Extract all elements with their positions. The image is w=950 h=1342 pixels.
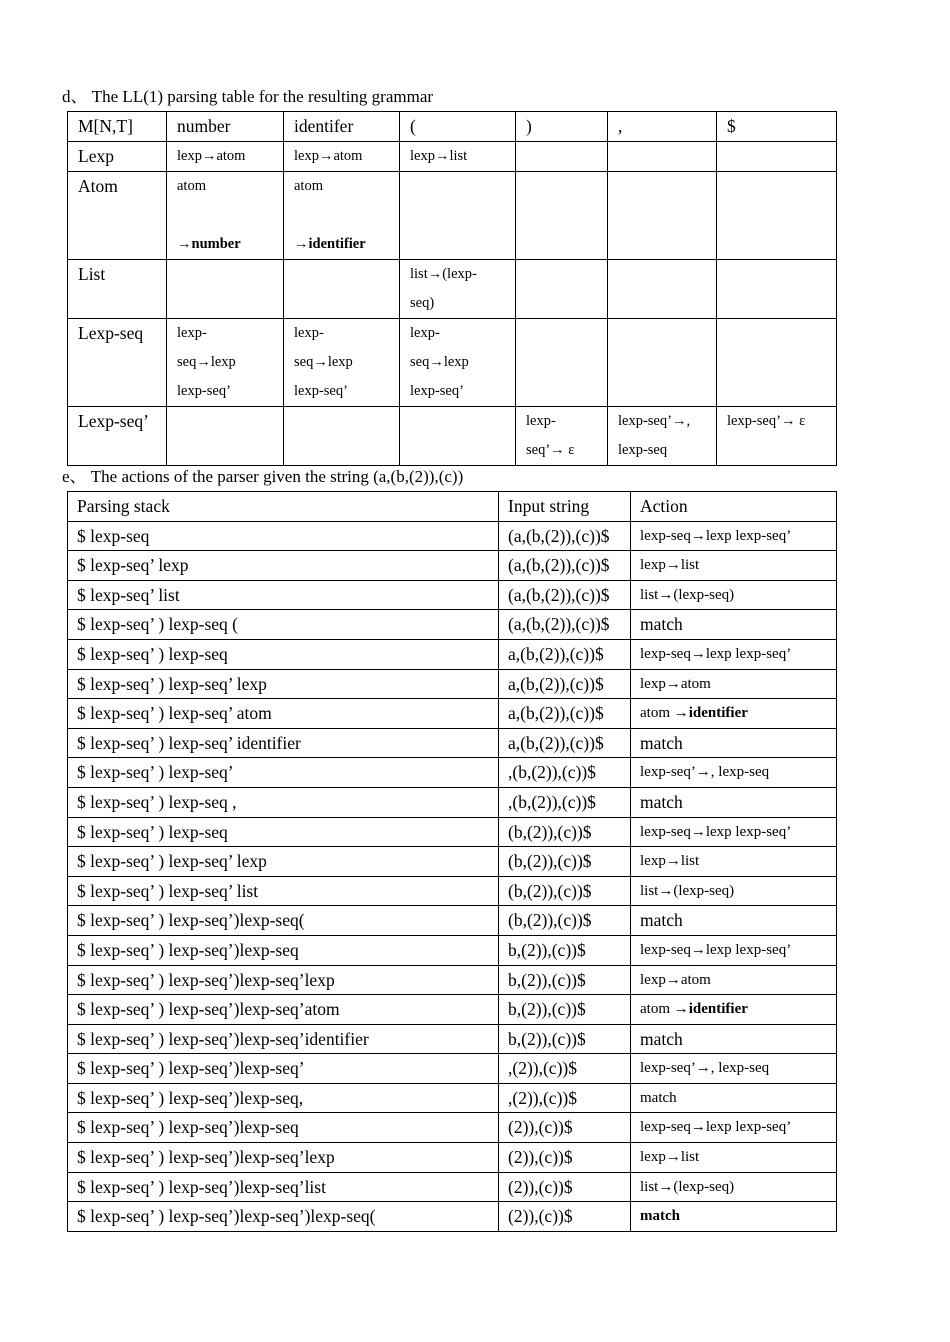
- parse-input-cell: (2)),(c))$: [499, 1143, 631, 1173]
- ll1-header-identifier: identifer: [284, 112, 400, 142]
- parse-stack-cell: $ lexp-seq’ ) lexp-seq’)lexp-seq’)lexp-seq(: [68, 1202, 499, 1232]
- parse-stack-cell: $ lexp-seq’ ) lexp-seq’)lexp-seq’: [68, 1054, 499, 1084]
- parse-row: [68, 551, 837, 581]
- parse-input-cell: (b,(2)),(c))$: [499, 817, 631, 847]
- parse-stack-cell: $ lexp-seq’ ) lexp-seq (: [68, 610, 499, 640]
- parse-header-stack: Parsing stack: [68, 492, 499, 522]
- ll1-cell-line: seq→lexp: [294, 354, 353, 370]
- parse-row: [68, 876, 837, 906]
- section-d-heading: d、 The LL(1) parsing table for the resulting grammar: [62, 87, 434, 106]
- parse-input-cell: ,(2)),(c))$: [499, 1054, 631, 1084]
- ll1-cell-line: seq→lexp: [177, 354, 236, 370]
- parse-row: [68, 935, 837, 965]
- parse-row: [68, 1143, 837, 1173]
- ll1-cell-line: →identifier: [294, 236, 366, 252]
- parse-input-cell: (2)),(c))$: [499, 1202, 631, 1232]
- parse-action-cell: match: [631, 787, 837, 817]
- parse-action-cell: atom →identifier: [631, 699, 837, 729]
- parse-stack-cell: $ lexp-seq’ ) lexp-seq’ atom: [68, 699, 499, 729]
- parse-row: [68, 1172, 837, 1202]
- parse-input-cell: b,(2)),(c))$: [499, 995, 631, 1025]
- parse-stack-cell: $ lexp-seq’ ) lexp-seq’)lexp-seq’lexp: [68, 1143, 499, 1173]
- parse-stack-cell: $ lexp-seq’ ) lexp-seq’ identifier: [68, 728, 499, 758]
- parse-action-cell: lexp-seq→lexp lexp-seq’: [631, 1113, 837, 1143]
- ll1-cell-empty: [516, 172, 608, 260]
- parse-stack-cell: $ lexp-seq’ ) lexp-seq’ lexp: [68, 669, 499, 699]
- ll1-cell: [284, 319, 400, 407]
- parse-header-row: [68, 492, 837, 522]
- parse-stack-cell: $ lexp-seq’ ) lexp-seq’)lexp-seq(: [68, 906, 499, 936]
- ll1-header-number: number: [167, 112, 284, 142]
- parse-action-cell: lexp-seq’→, lexp-seq: [631, 1054, 837, 1084]
- ll1-cell: [167, 319, 284, 407]
- ll1-cell: [608, 407, 717, 466]
- parse-action-cell: lexp→list: [631, 551, 837, 581]
- ll1-cell-line: lexp-seq’→,: [618, 413, 691, 429]
- ll1-row-atom: [68, 172, 837, 260]
- parse-row: [68, 1202, 837, 1232]
- parse-input-cell: (b,(2)),(c))$: [499, 847, 631, 877]
- parse-input-cell: b,(2)),(c))$: [499, 935, 631, 965]
- ll1-cell-empty: [608, 142, 717, 172]
- parse-action-cell: match: [631, 1083, 837, 1113]
- ll1-cell-line: →number: [177, 236, 241, 252]
- action-bold-part: →identifier: [673, 1001, 748, 1018]
- parse-row: [68, 610, 837, 640]
- parse-input-cell: a,(b,(2)),(c))$: [499, 639, 631, 669]
- ll1-header-row: [68, 112, 837, 142]
- parse-action-cell: list→(lexp-seq): [631, 1172, 837, 1202]
- parse-row: [68, 758, 837, 788]
- parse-stack-cell: $ lexp-seq’ ) lexp-seq’: [68, 758, 499, 788]
- parse-action-cell: match: [631, 1202, 837, 1232]
- parse-input-cell: a,(b,(2)),(c))$: [499, 699, 631, 729]
- ll1-cell-empty: [400, 407, 516, 466]
- parse-stack-cell: $ lexp-seq’ ) lexp-seq: [68, 817, 499, 847]
- parse-row: [68, 699, 837, 729]
- parse-row: [68, 1024, 837, 1054]
- ll1-cell-line: lexp-: [526, 413, 556, 429]
- ll1-cell-empty: [717, 142, 837, 172]
- parse-action-cell: lexp-seq→lexp lexp-seq’: [631, 935, 837, 965]
- ll1-cell-line: list→(lexp-: [410, 266, 477, 282]
- parse-input-cell: (a,(b,(2)),(c))$: [499, 610, 631, 640]
- parse-action-cell: lexp-seq→lexp lexp-seq’: [631, 817, 837, 847]
- ll1-cell: lexp→atom: [284, 142, 400, 172]
- ll1-cell-empty: [516, 319, 608, 407]
- ll1-header-corner: M[N,T]: [68, 112, 167, 142]
- ll1-cell-line: seq→lexp: [410, 354, 469, 370]
- ll1-cell-empty: [167, 407, 284, 466]
- parser-actions-table: [67, 491, 837, 1232]
- parse-row: [68, 817, 837, 847]
- parse-input-cell: (2)),(c))$: [499, 1113, 631, 1143]
- parse-action-cell: lexp→atom: [631, 965, 837, 995]
- ll1-cell: [516, 407, 608, 466]
- parse-action-cell: list→(lexp-seq): [631, 580, 837, 610]
- ll1-cell-empty: [516, 142, 608, 172]
- ll1-cell-line: lexp-: [410, 325, 440, 341]
- ll1-cell-empty: [516, 260, 608, 319]
- ll1-row-label: Atom: [68, 172, 167, 260]
- parse-input-cell: (b,(2)),(c))$: [499, 876, 631, 906]
- parse-input-cell: b,(2)),(c))$: [499, 965, 631, 995]
- ll1-cell: [400, 260, 516, 319]
- parse-row: [68, 639, 837, 669]
- ll1-parsing-table: [67, 111, 837, 466]
- parse-stack-cell: $ lexp-seq’ ) lexp-seq ,: [68, 787, 499, 817]
- parse-input-cell: b,(2)),(c))$: [499, 1024, 631, 1054]
- parse-action-cell: lexp→list: [631, 847, 837, 877]
- parse-row: [68, 669, 837, 699]
- ll1-cell-line: atom: [177, 178, 206, 194]
- parse-action-cell: atom →identifier: [631, 995, 837, 1025]
- parse-stack-cell: $ lexp-seq’ ) lexp-seq’)lexp-seq’atom: [68, 995, 499, 1025]
- ll1-row-label: Lexp-seq’: [68, 407, 167, 466]
- ll1-cell-line: lexp-: [177, 325, 207, 341]
- parse-stack-cell: $ lexp-seq’ ) lexp-seq’)lexp-seq’lexp: [68, 965, 499, 995]
- parse-input-cell: ,(b,(2)),(c))$: [499, 787, 631, 817]
- ll1-cell-line: seq’→ ε: [526, 442, 575, 458]
- ll1-cell-empty: [284, 260, 400, 319]
- parse-stack-cell: $ lexp-seq’ ) lexp-seq: [68, 639, 499, 669]
- ll1-row-lexp: [68, 142, 837, 172]
- ll1-row-label: Lexp: [68, 142, 167, 172]
- parse-input-cell: (b,(2)),(c))$: [499, 906, 631, 936]
- ll1-row-label: Lexp-seq: [68, 319, 167, 407]
- parse-row: [68, 1113, 837, 1143]
- parse-input-cell: (2)),(c))$: [499, 1172, 631, 1202]
- ll1-cell: lexp→list: [400, 142, 516, 172]
- parse-row: [68, 521, 837, 551]
- ll1-cell-empty: [167, 260, 284, 319]
- action-bold-part: →identifier: [673, 705, 748, 722]
- ll1-cell: [284, 172, 400, 260]
- ll1-row-list: [68, 260, 837, 319]
- ll1-header-comma: ,: [608, 112, 717, 142]
- parse-action-cell: lexp→atom: [631, 669, 837, 699]
- ll1-cell-line: lexp-seq’: [294, 383, 348, 399]
- parse-stack-cell: $ lexp-seq’ ) lexp-seq’)lexp-seq: [68, 1113, 499, 1143]
- parse-header-action: Action: [631, 492, 837, 522]
- parse-header-input: Input string: [499, 492, 631, 522]
- parse-row: [68, 906, 837, 936]
- parse-stack-cell: $ lexp-seq’ ) lexp-seq’)lexp-seq,: [68, 1083, 499, 1113]
- parse-input-cell: a,(b,(2)),(c))$: [499, 669, 631, 699]
- ll1-cell-line: lexp-: [294, 325, 324, 341]
- ll1-cell-empty: [717, 260, 837, 319]
- ll1-cell: lexp-seq’→ ε: [717, 407, 837, 466]
- ll1-cell-empty: [608, 260, 717, 319]
- ll1-cell-line: atom: [294, 178, 323, 194]
- ll1-cell-line: seq): [410, 295, 435, 311]
- ll1-cell-empty: [400, 172, 516, 260]
- ll1-cell-line: lexp-seq: [618, 442, 668, 458]
- parse-action-cell: match: [631, 906, 837, 936]
- ll1-header-lparen: (: [400, 112, 516, 142]
- parse-stack-cell: $ lexp-seq’ ) lexp-seq’)lexp-seq’identifier: [68, 1024, 499, 1054]
- ll1-header-rparen: ): [516, 112, 608, 142]
- ll1-cell-empty: [717, 172, 837, 260]
- parse-input-cell: (a,(b,(2)),(c))$: [499, 551, 631, 581]
- parse-row: [68, 847, 837, 877]
- ll1-row-label: List: [68, 260, 167, 319]
- parse-input-cell: a,(b,(2)),(c))$: [499, 728, 631, 758]
- parse-action-cell: lexp-seq→lexp lexp-seq’: [631, 521, 837, 551]
- parse-stack-cell: $ lexp-seq’ ) lexp-seq’)lexp-seq: [68, 935, 499, 965]
- parse-action-cell: lexp-seq’→, lexp-seq: [631, 758, 837, 788]
- parse-stack-cell: $ lexp-seq’ list: [68, 580, 499, 610]
- parse-row: [68, 965, 837, 995]
- parse-action-cell: list→(lexp-seq): [631, 876, 837, 906]
- ll1-cell-empty: [608, 319, 717, 407]
- parse-stack-cell: $ lexp-seq’ ) lexp-seq’ list: [68, 876, 499, 906]
- ll1-row-lexp-seq: [68, 319, 837, 407]
- ll1-header-dollar: $: [717, 112, 837, 142]
- ll1-cell-line: lexp-seq’: [177, 383, 231, 399]
- parse-row: [68, 1054, 837, 1084]
- parse-action-cell: lexp→list: [631, 1143, 837, 1173]
- parse-stack-cell: $ lexp-seq’ ) lexp-seq’ lexp: [68, 847, 499, 877]
- ll1-cell-empty: [284, 407, 400, 466]
- parse-row: [68, 1083, 837, 1113]
- parse-input-cell: ,(b,(2)),(c))$: [499, 758, 631, 788]
- parse-stack-cell: $ lexp-seq’ ) lexp-seq’)lexp-seq’list: [68, 1172, 499, 1202]
- ll1-cell-empty: [717, 319, 837, 407]
- parse-input-cell: (a,(b,(2)),(c))$: [499, 521, 631, 551]
- section-e-heading: e、 The actions of the parser given the string (a,(b,(2)),(c)): [62, 467, 464, 486]
- parse-row: [68, 728, 837, 758]
- ll1-row-lexp-seq-prime: [68, 407, 837, 466]
- ll1-cell: [400, 319, 516, 407]
- parse-action-cell: match: [631, 728, 837, 758]
- parse-input-cell: (a,(b,(2)),(c))$: [499, 580, 631, 610]
- ll1-cell: [167, 172, 284, 260]
- parse-row: [68, 995, 837, 1025]
- parse-action-cell: match: [631, 1024, 837, 1054]
- parse-stack-cell: $ lexp-seq: [68, 521, 499, 551]
- ll1-cell-empty: [608, 172, 717, 260]
- ll1-cell: lexp→atom: [167, 142, 284, 172]
- parse-row: [68, 580, 837, 610]
- parse-action-cell: lexp-seq→lexp lexp-seq’: [631, 639, 837, 669]
- parse-input-cell: ,(2)),(c))$: [499, 1083, 631, 1113]
- ll1-cell-line: lexp-seq’: [410, 383, 464, 399]
- parse-row: [68, 787, 837, 817]
- parse-action-cell: match: [631, 610, 837, 640]
- parse-stack-cell: $ lexp-seq’ lexp: [68, 551, 499, 581]
